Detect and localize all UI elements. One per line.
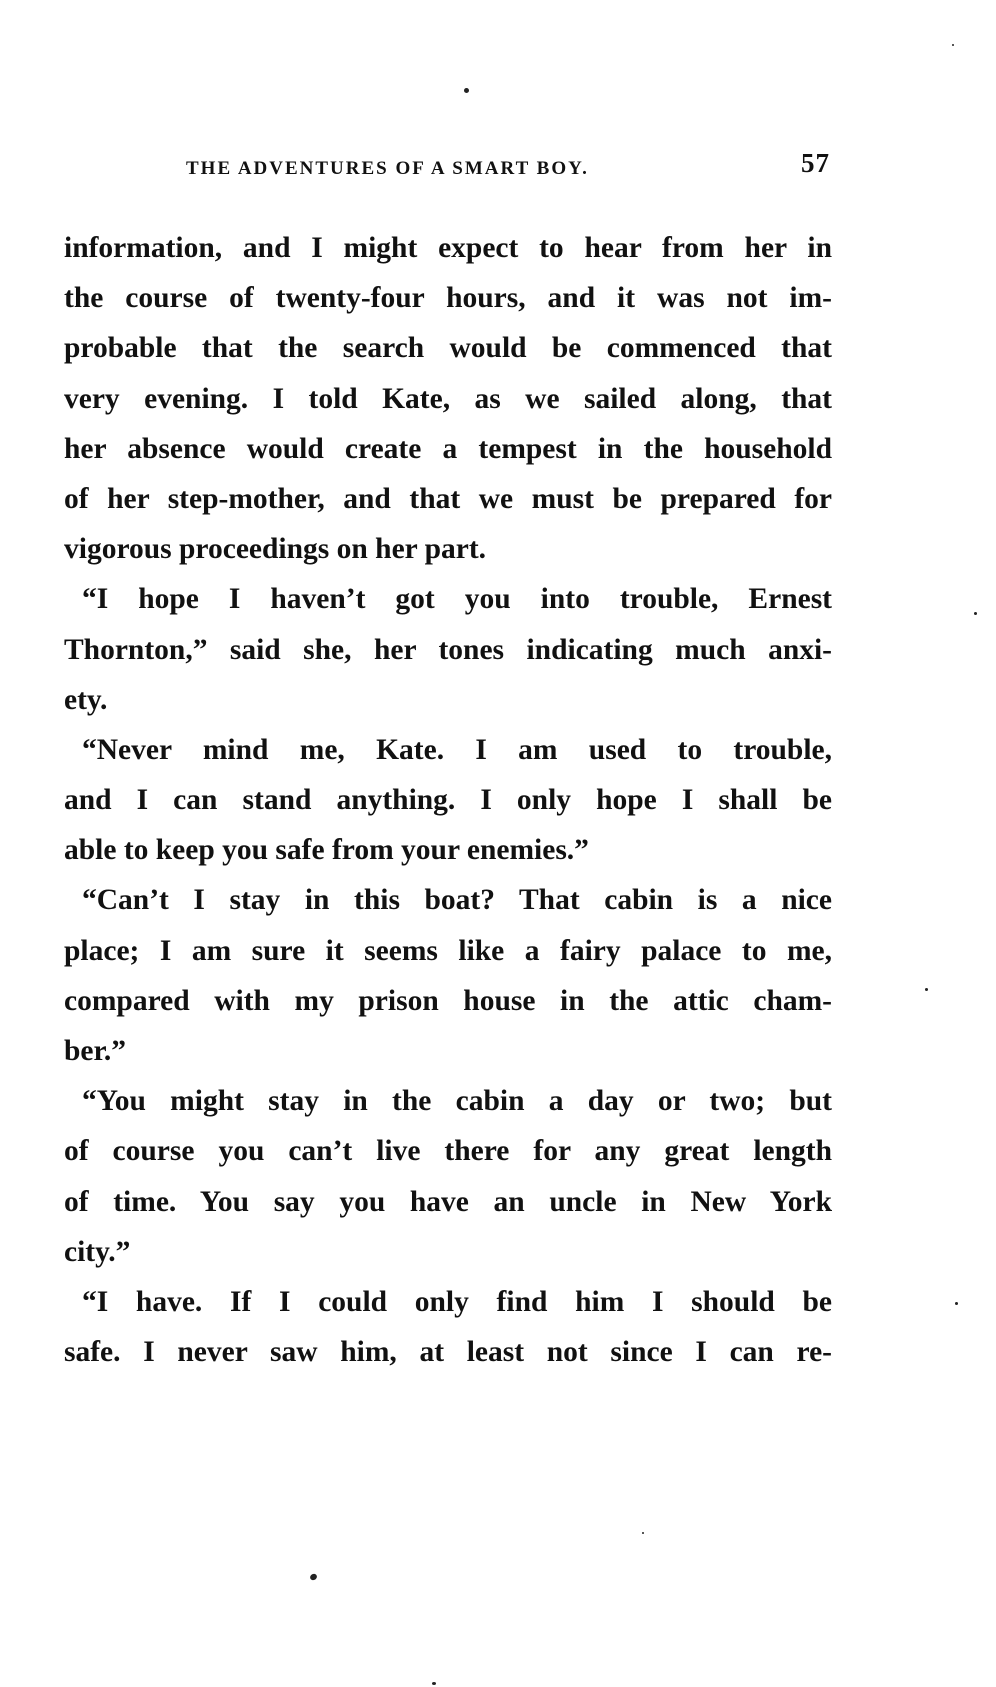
text-line: “I have. If I could only find him I should be — [82, 1285, 832, 1318]
text-line: information, and I might expect to hear from her in — [64, 232, 832, 264]
print-speck — [464, 88, 469, 93]
print-speck — [952, 44, 954, 46]
text-line: able to keep you safe from your enemies.” — [64, 834, 589, 867]
text-line: vigorous proceedings on her part. — [64, 533, 487, 566]
text-line: the course of twenty-four hours, and it was not im- — [64, 282, 832, 315]
text-line: “You might stay in the cabin a day or two; but — [82, 1085, 832, 1118]
text-line: compared with my prison house in the attic cham- — [64, 984, 832, 1017]
text-line: her absence would create a tempest in the household — [64, 432, 832, 465]
text-line: of her step-mother, and that we must be prepared for — [64, 482, 832, 515]
text-line: of course you can’t live there for any great length — [64, 1135, 832, 1168]
text-line: “I hope I haven’t got you into trouble, Ernest — [82, 583, 832, 616]
text-line: and I can stand anything. I only hope I shall be — [64, 784, 832, 817]
text-line: “Can’t I stay in this boat? That cabin is a nice — [82, 884, 832, 917]
text-line: very evening. I told Kate, as we sailed along, that — [64, 382, 832, 415]
page-header — [64, 148, 830, 188]
text-line: ber.” — [64, 1035, 127, 1067]
print-speck — [925, 988, 928, 991]
print-speck — [974, 612, 977, 615]
body-text — [64, 223, 832, 1377]
print-speck — [309, 1573, 318, 1582]
print-speck — [432, 1682, 436, 1685]
print-speck — [955, 1302, 958, 1305]
text-line: Thornton,” said she, her tones indicating much anxi- — [64, 633, 832, 666]
page-number: 57 — [801, 148, 830, 178]
text-line: of time. You say you have an uncle in New York — [64, 1185, 832, 1218]
running-title: THE ADVENTURES OF A SMART BOY. — [186, 158, 589, 179]
text-line: ety. — [64, 683, 108, 716]
text-line: city.” — [64, 1235, 131, 1268]
text-line: “Never mind me, Kate. I am used to trouble, — [82, 733, 832, 766]
text-line: probable that the search would be commenced that — [64, 332, 832, 365]
print-speck — [642, 1532, 644, 1534]
text-line: safe. I never saw him, at least not since I can re- — [64, 1336, 832, 1369]
text-line: place; I am sure it seems like a fairy palace to me, — [64, 934, 832, 967]
